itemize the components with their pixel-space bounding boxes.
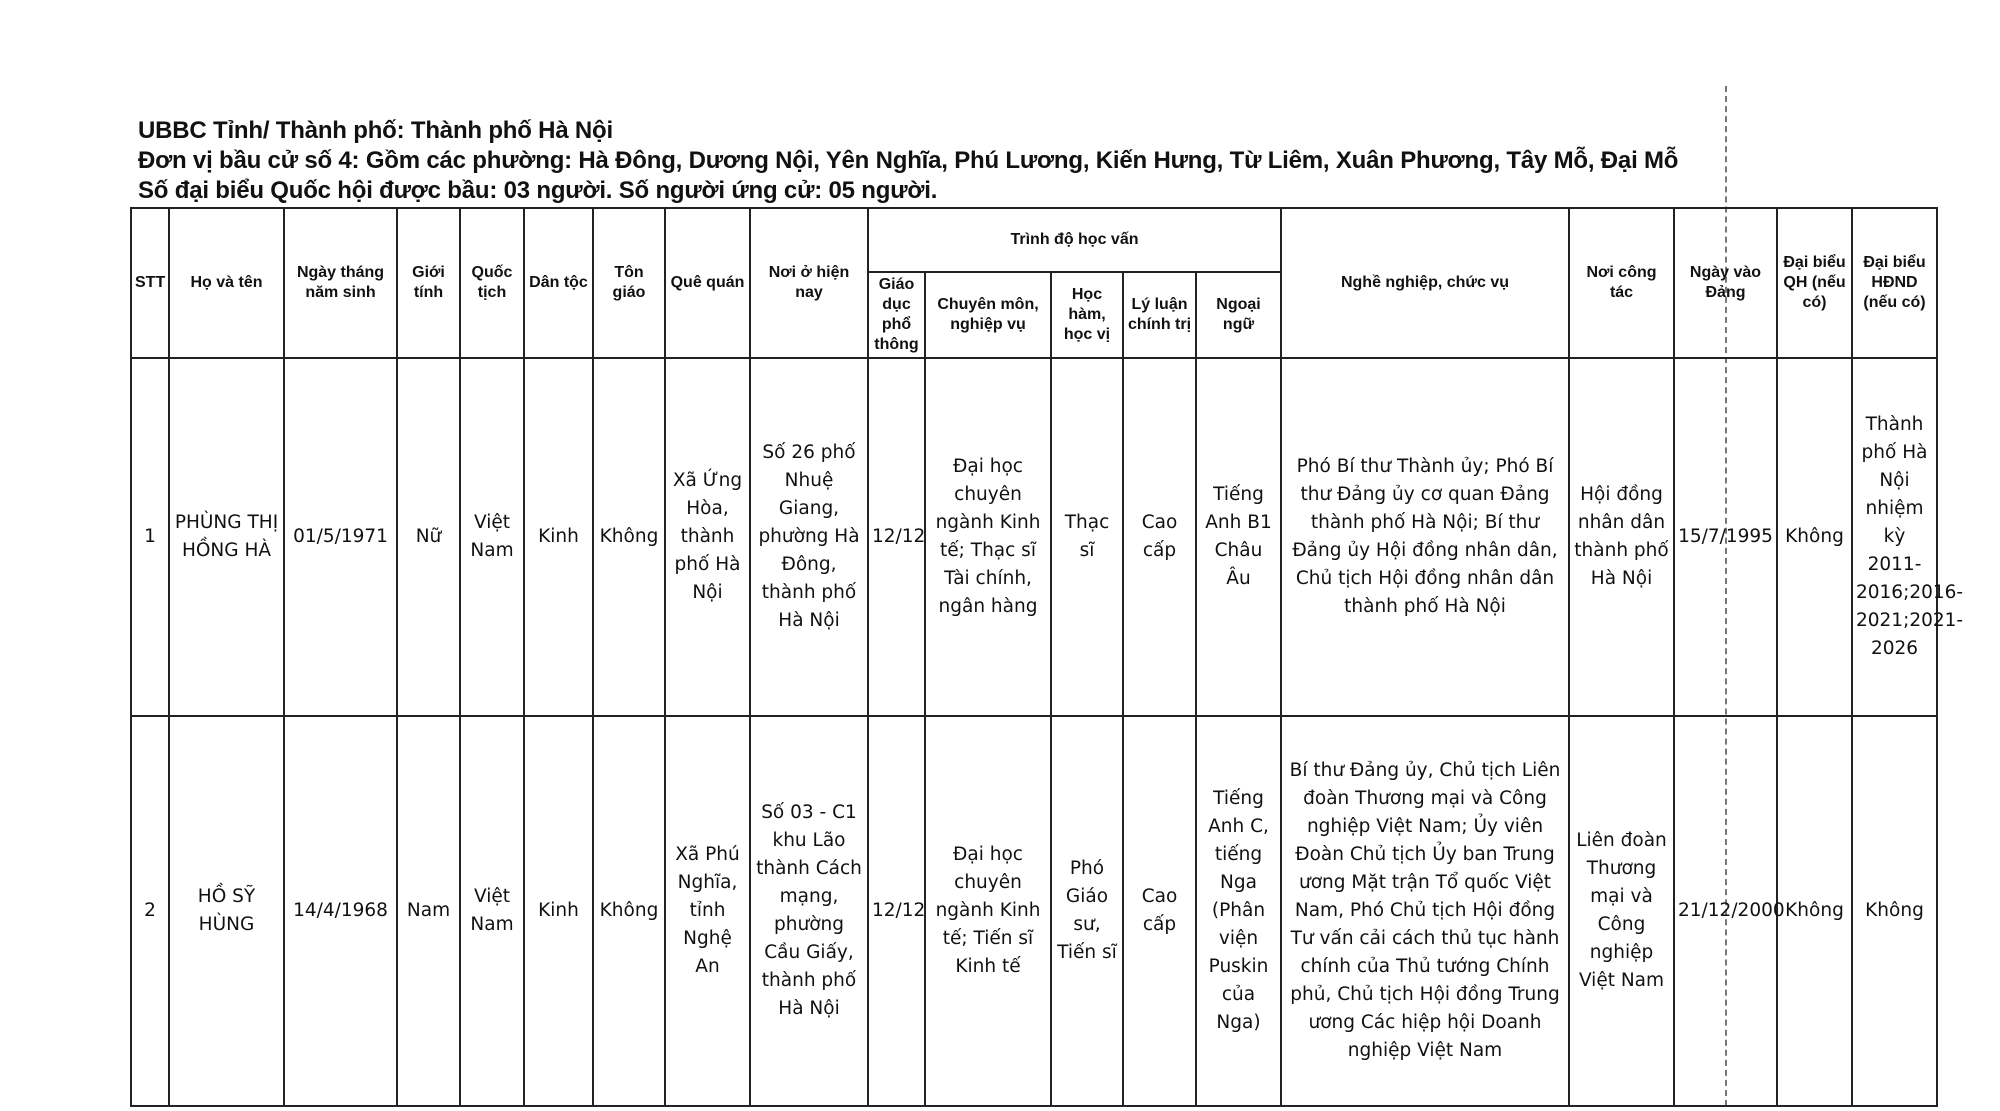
cell-name: HỒ SỸ HÙNG bbox=[169, 716, 284, 1106]
cell-ethnicity: Kinh bbox=[524, 716, 593, 1106]
cell-na-delegate: Không bbox=[1777, 716, 1852, 1106]
cell-ethnicity: Kinh bbox=[524, 358, 593, 716]
col-nationality: Quốc tịch bbox=[460, 208, 524, 358]
cell-workplace: Liên đoàn Thương mại và Công nghiệp Việt Nam bbox=[1569, 716, 1674, 1106]
col-hometown: Quê quán bbox=[665, 208, 750, 358]
cell-workplace: Hội đồng nhân dân thành phố Hà Nội bbox=[1569, 358, 1674, 716]
col-stt: STT bbox=[131, 208, 169, 358]
cell-gender: Nam bbox=[397, 716, 460, 1106]
cell-general-edu: 12/12 bbox=[868, 716, 925, 1106]
cell-specialty: Đại học chuyên ngành Kinh tế; Thạc sĩ Tài chính, ngân hàng bbox=[925, 358, 1051, 716]
col-residence: Nơi ở hiện nay bbox=[750, 208, 868, 358]
cell-academic: Thạc sĩ bbox=[1051, 358, 1123, 716]
cell-party-date: 15/7/1995 bbox=[1674, 358, 1777, 716]
col-political: Lý luận chính trị bbox=[1123, 272, 1196, 358]
col-education-group: Trình độ học vấn bbox=[868, 208, 1281, 272]
candidate-table bbox=[130, 207, 1964, 1107]
cell-nationality: Việt Nam bbox=[460, 358, 524, 716]
cell-dob: 01/5/1971 bbox=[284, 358, 397, 716]
col-ethnicity: Dân tộc bbox=[524, 208, 593, 358]
document-header bbox=[138, 116, 1738, 206]
col-religion: Tôn giáo bbox=[593, 208, 665, 358]
col-specialty: Chuyên môn, nghiệp vụ bbox=[925, 272, 1051, 358]
cell-language: Tiếng Anh B1 Châu Âu bbox=[1196, 358, 1281, 716]
constituency-line: Đơn vị bầu cử số 4: Gồm các phường: Hà Đông, Dương Nội, Yên Nghĩa, Phú Lương, Kiến Hưng, Từ Liêm, Xuân Phương, Tây Mỗ, Đại Mỗ bbox=[138, 147, 1679, 174]
col-general-edu: Giáo dục phổ thông bbox=[868, 272, 925, 358]
col-language: Ngoại ngữ bbox=[1196, 272, 1281, 358]
province-line: UBBC Tỉnh/ Thành phố: Thành phố Hà Nội bbox=[138, 117, 613, 144]
cell-political: Cao cấp bbox=[1123, 358, 1196, 716]
cell-religion: Không bbox=[593, 358, 665, 716]
col-name: Họ và tên bbox=[169, 208, 284, 358]
col-council-delegate: Đại biểu HĐND (nếu có) bbox=[1852, 208, 1937, 358]
col-academic: Học hàm, học vị bbox=[1051, 272, 1123, 358]
col-dob: Ngày tháng năm sinh bbox=[284, 208, 397, 358]
cell-hometown: Xã Ứng Hòa, thành phố Hà Nội bbox=[665, 358, 750, 716]
table-row bbox=[131, 358, 1937, 716]
cell-na-delegate: Không bbox=[1777, 358, 1852, 716]
cell-name: PHÙNG THỊ HỒNG HÀ bbox=[169, 358, 284, 716]
cell-residence: Số 26 phố Nhuệ Giang, phường Hà Đông, thành phố Hà Nội bbox=[750, 358, 868, 716]
cell-gender: Nữ bbox=[397, 358, 460, 716]
cell-political: Cao cấp bbox=[1123, 716, 1196, 1106]
cell-residence: Số 03 - C1 khu Lão thành Cách mạng, phường Cầu Giấy, thành phố Hà Nội bbox=[750, 716, 868, 1106]
cell-party-date: 21/12/2000 bbox=[1674, 716, 1777, 1106]
cell-occupation: Phó Bí thư Thành ủy; Phó Bí thư Đảng ủy cơ quan Đảng thành phố Hà Nội; Bí thư Đảng ủy Hội đồng nhân dân, Chủ tịch Hội đồng nhân dân thành phố Hà Nội bbox=[1281, 358, 1569, 716]
table-row bbox=[131, 716, 1937, 1106]
col-gender: Giới tính bbox=[397, 208, 460, 358]
cell-hometown: Xã Phú Nghĩa, tỉnh Nghệ An bbox=[665, 716, 750, 1106]
col-party-date: Ngày vào Đảng bbox=[1674, 208, 1777, 358]
header-row bbox=[131, 208, 1937, 272]
cell-language: Tiếng Anh C, tiếng Nga (Phân viện Puskin của Nga) bbox=[1196, 716, 1281, 1106]
cell-academic: Phó Giáo sư, Tiến sĩ bbox=[1051, 716, 1123, 1106]
cell-specialty: Đại học chuyên ngành Kinh tế; Tiến sĩ Kinh tế bbox=[925, 716, 1051, 1106]
cell-stt: 1 bbox=[131, 358, 169, 716]
cell-council-delegate: Thành phố Hà Nội nhiệm kỳ 2011-2016;2016-2021;2021-2026 bbox=[1852, 358, 1937, 716]
cell-nationality: Việt Nam bbox=[460, 716, 524, 1106]
col-occupation: Nghề nghiệp, chức vụ bbox=[1281, 208, 1569, 358]
cell-council-delegate: Không bbox=[1852, 716, 1937, 1106]
col-na-delegate: Đại biểu QH (nếu có) bbox=[1777, 208, 1852, 358]
cell-religion: Không bbox=[593, 716, 665, 1106]
cell-general-edu: 12/12 bbox=[868, 358, 925, 716]
col-workplace: Nơi công tác bbox=[1569, 208, 1674, 358]
cell-dob: 14/4/1968 bbox=[284, 716, 397, 1106]
cell-occupation: Bí thư Đảng ủy, Chủ tịch Liên đoàn Thương mại và Công nghiệp Việt Nam; Ủy viên Đoàn Chủ tịch Ủy ban Trung ương Mặt trận Tổ quốc Việt Nam, Phó Chủ tịch Hội đồng Tư vấn cải cách thủ tục hành chính của Thủ tướng Chính phủ, Chủ tịch Hội đồng Trung ương Các hiệp hội Doanh nghiệp Việt Nam bbox=[1281, 716, 1569, 1106]
cell-stt: 2 bbox=[131, 716, 169, 1106]
delegate-count-line: Số đại biểu Quốc hội được bầu: 03 người. Số người ứng cử: 05 người. bbox=[138, 177, 938, 204]
